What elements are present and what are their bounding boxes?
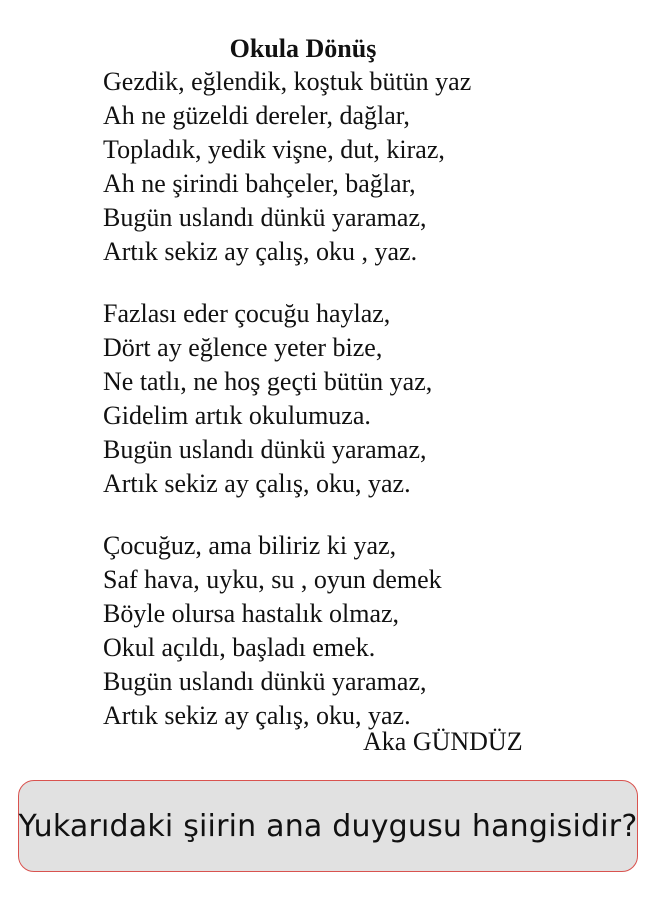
poem-line: Ne tatlı, ne hoş geçti bütün yaz, [103, 367, 433, 396]
stanza-1 [103, 65, 471, 269]
poem-line: Saf hava, uyku, su , oyun demek [103, 565, 442, 594]
poem-line: Dört ay eğlence yeter bize, [103, 333, 383, 362]
question-text: Yukarıdaki şiirin ana duygusu hangisidir? [18, 808, 638, 844]
poem-line: Artık sekiz ay çalış, oku, yaz. [103, 701, 411, 730]
poem-line: Artık sekiz ay çalış, oku, yaz. [103, 469, 411, 498]
question-box [18, 780, 638, 872]
poem-line: Fazlası eder çocuğu haylaz, [103, 299, 391, 328]
poem-line: Artık sekiz ay çalış, oku , yaz. [103, 237, 418, 266]
poem-line: Çocuğuz, ama biliriz ki yaz, [103, 531, 397, 560]
poem-title: Okula Dönüş [229, 34, 377, 63]
poem-line: Okul açıldı, başladı emek. [103, 633, 376, 662]
poem-line: Bugün uslandı dünkü yaramaz, [103, 203, 427, 232]
poem-line: Bugün uslandı dünkü yaramaz, [103, 667, 427, 696]
poem-line: Ah ne şirindi bahçeler, bağlar, [103, 169, 416, 198]
stanza-2 [103, 297, 432, 501]
poem-line: Topladık, yedik vişne, dut, kiraz, [103, 135, 445, 164]
stanza-3 [103, 529, 442, 733]
poem-line: Ah ne güzeldi dereler, dağlar, [103, 101, 410, 130]
poem-line: Gezdik, eğlendik, koştuk bütün yaz [103, 67, 472, 96]
poem-line: Gidelim artık okulumuza. [103, 401, 371, 430]
poem-line: Böyle olursa hastalık olmaz, [103, 599, 400, 628]
poem-author: Aka GÜNDÜZ [363, 727, 523, 756]
poem-line: Bugün uslandı dünkü yaramaz, [103, 435, 427, 464]
